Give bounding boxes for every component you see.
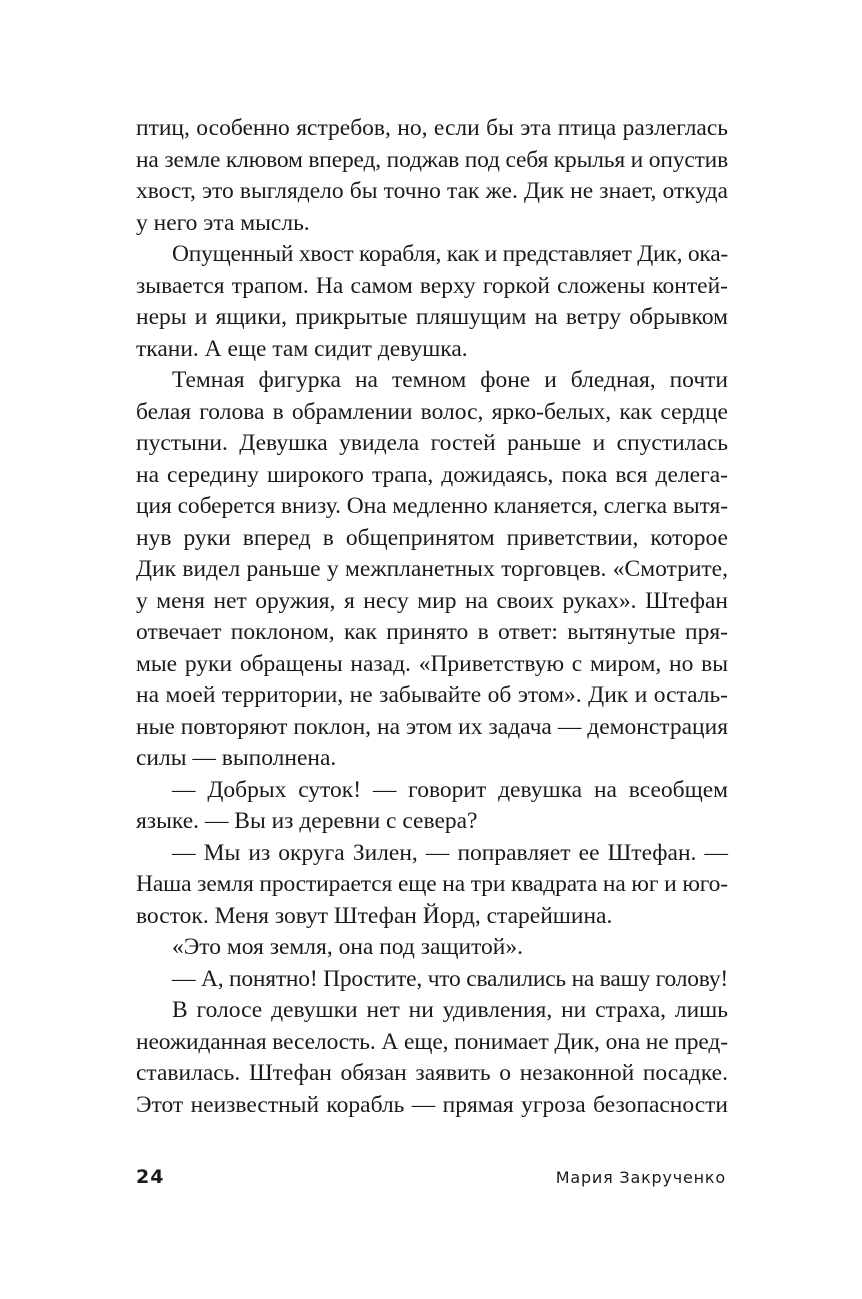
text-line: Темная фигурка на темном фоне и бледная, почти (172, 367, 728, 393)
text-line: нув руки вперед в общепринятом приветствии, которое (136, 524, 728, 551)
text-line: Этот неизвестный корабль — прямая угроза безопасности (136, 1091, 728, 1118)
text-line: отвечает поклоном, как принято в ответ: вытянутые пря- (136, 619, 728, 645)
text-line: «Это моя земля, она под защитой». (172, 934, 523, 960)
text-line: ткани. А еще там сидит девушка. (136, 335, 468, 362)
text-line: Наша земля простирается еще на три квадрата на юг и юго- (136, 871, 728, 897)
text-line: у него эта мысль. (136, 209, 310, 236)
text-line: у меня нет оружия, я несу мир на своих руках». Штефан (136, 587, 728, 614)
text-line: языке. — Вы из деревни с севера? (136, 808, 478, 834)
text-line: на моей территории, не забывайте об этом». Дик и осталь- (136, 682, 728, 708)
text-line: на середину широкого трапа, дожидаясь, пока вся делега- (136, 461, 728, 488)
text-line: — Мы из округа Зилен, — поправляет ее Штефан. — (172, 839, 728, 866)
text-line: ция соберется внизу. Она медленно кланяется, слегка вытя- (136, 493, 728, 519)
body-text (136, 113, 728, 1121)
text-line: ставилась. Штефан обязан заявить о незаконной посадке. (136, 1060, 728, 1086)
page-number: 24 (136, 1166, 165, 1188)
text-line: В голосе девушки нет ни удивления, ни страха, лишь (172, 997, 728, 1023)
text-line: Дик видел раньше у межпланетных торговцев. «Смотрите, (136, 556, 728, 582)
text-line: зывается трапом. На самом верху горкой сложены контей- (136, 272, 728, 299)
text-line: восток. Меня зовут Штефан Йорд, старейшина. (136, 902, 613, 929)
text-line: Опущенный хвост корабля, как и представляет Дик, ока- (172, 241, 728, 267)
author-name: Мария Закрученко (555, 1168, 726, 1187)
text-line: силы — выполнена. (136, 745, 337, 771)
text-line: — Добрых суток! — говорит девушка на всеобщем (172, 776, 728, 803)
text-line: неожиданная веселость. А еще, понимает Дик, она не пред- (136, 1028, 728, 1055)
text-line: ные повторяют поклон, на этом их задача — демонстрация (136, 713, 728, 740)
text-line: хвост, это выглядело бы точно так же. Дик не знает, откуда (136, 178, 728, 204)
text-line: — А, понятно! Простите, что свалились на вашу голову! (172, 965, 728, 992)
text-line: птиц, особенно ястребов, но, если бы эта птица разлеглась (136, 115, 728, 141)
text-line: белая голова в обрамлении волос, ярко-белых, как сердце (136, 398, 728, 425)
text-line: пустыни. Девушка увидела гостей раньше и спустилась (136, 430, 728, 456)
text-line: мые руки обращены назад. «Приветствую с миром, но вы (136, 650, 728, 677)
text-line: неры и ящики, прикрытые пляшущим на ветру обрывком (136, 304, 728, 330)
text-line: на земле клювом вперед, поджав под себя крылья и опустив (136, 146, 728, 173)
